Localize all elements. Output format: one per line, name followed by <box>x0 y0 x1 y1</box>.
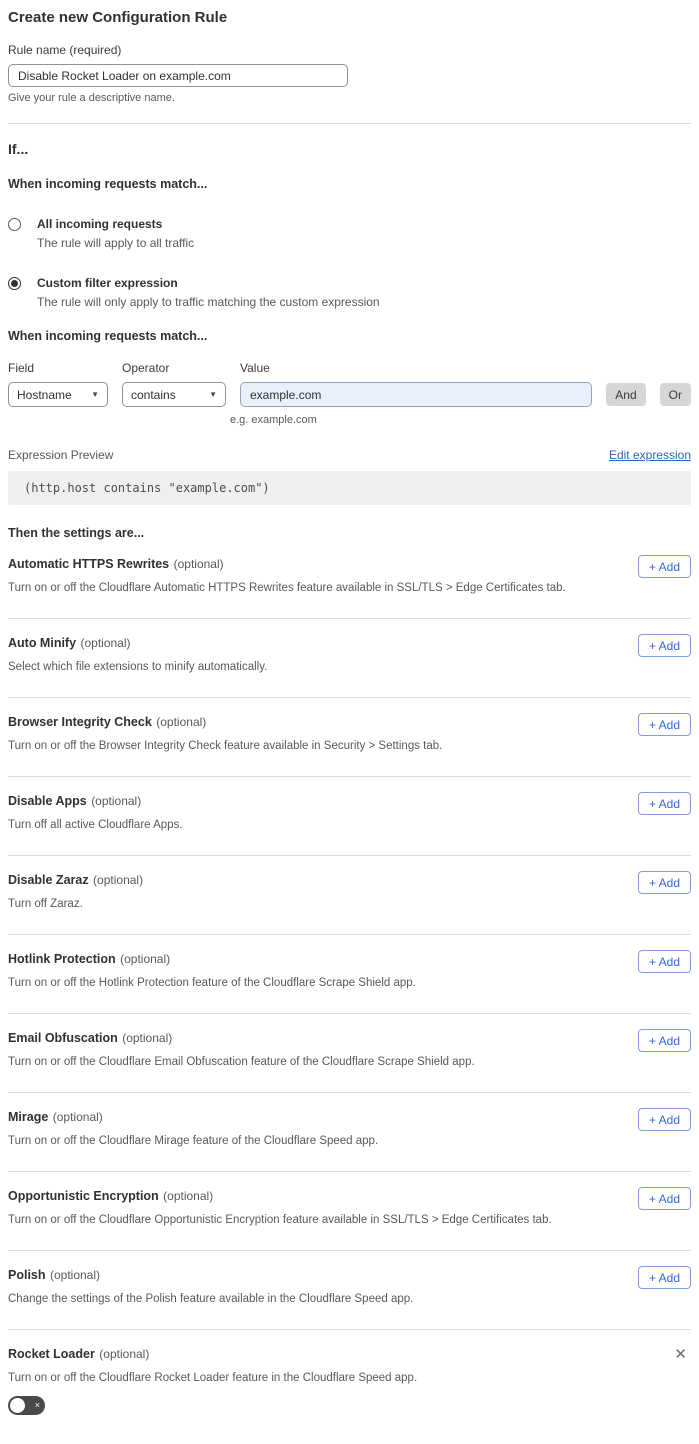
optional-label: (optional) <box>120 952 171 966</box>
rocket-loader-toggle[interactable] <box>8 1396 45 1415</box>
incoming-requests-match-heading: When incoming requests match... <box>8 177 208 191</box>
setting-row-hotlink-protection <box>8 935 691 1014</box>
rule-name-help: Give your rule a descriptive name. <box>8 92 175 104</box>
setting-description: Turn on or off the Cloudflare Automatic HTTPS Rewrites feature available in SSL/TLS > Edge Certificates tab. <box>8 582 566 594</box>
add-button[interactable]: + Add <box>638 713 691 736</box>
radio-checked-icon[interactable] <box>8 277 21 290</box>
setting-name: Rocket Loader <box>8 1347 95 1361</box>
setting-name: Auto Minify <box>8 636 77 650</box>
radio-custom-filter-label: Custom filter expression <box>37 276 178 290</box>
optional-label: (optional) <box>91 794 142 808</box>
setting-description: Turn on or off the Cloudflare Opportunistic Encryption feature available in SSL/TLS > Edge Certificates tab. <box>8 1214 552 1226</box>
add-button[interactable]: + Add <box>638 792 691 815</box>
setting-name: Disable Apps <box>8 794 87 808</box>
setting-name: Disable Zaraz <box>8 873 89 887</box>
setting-row-email-obfuscation <box>8 1014 691 1093</box>
setting-name: Email Obfuscation <box>8 1031 118 1045</box>
setting-name: Hotlink Protection <box>8 952 116 966</box>
setting-description: Turn on or off the Browser Integrity Check feature available in Security > Settings tab. <box>8 740 443 752</box>
setting-row-polish <box>8 1251 691 1330</box>
add-button[interactable]: + Add <box>638 1029 691 1052</box>
optional-label: (optional) <box>52 1110 103 1124</box>
filter-builder-heading: When incoming requests match... <box>8 329 208 343</box>
field-label: Field <box>8 361 35 375</box>
operator-select-value: contains <box>131 387 176 402</box>
add-button[interactable]: + Add <box>638 555 691 578</box>
operator-label: Operator <box>122 361 170 375</box>
setting-description: Change the settings of the Polish feature available in the Cloudflare Speed app. <box>8 1293 414 1305</box>
radio-unchecked-icon[interactable] <box>8 218 21 231</box>
setting-description: Turn on or off the Cloudflare Mirage feature of the Cloudflare Speed app. <box>8 1135 379 1147</box>
toggle-off-x-icon: × <box>34 1399 40 1410</box>
value-help-text: e.g. example.com <box>230 414 317 426</box>
add-button[interactable]: + Add <box>638 871 691 894</box>
optional-label: (optional) <box>99 1347 150 1361</box>
setting-description: Turn off all active Cloudflare Apps. <box>8 819 183 831</box>
page-title: Create new Configuration Rule <box>8 9 228 26</box>
optional-label: (optional) <box>173 557 224 571</box>
setting-description: Turn on or off the Hotlink Protection feature of the Cloudflare Scrape Shield app. <box>8 977 416 989</box>
chevron-down-icon: ▼ <box>91 390 99 399</box>
expression-code-block: (http.host contains "example.com") <box>8 471 691 505</box>
and-button[interactable]: And <box>606 383 645 406</box>
toggle-knob <box>10 1398 25 1413</box>
add-button[interactable]: + Add <box>638 1187 691 1210</box>
add-button[interactable]: + Add <box>638 1266 691 1289</box>
radio-all-incoming-requests[interactable] <box>8 217 691 250</box>
radio-all-incoming-desc: The rule will apply to all traffic <box>37 236 195 250</box>
setting-row-automatic-https-rewrites <box>8 540 691 619</box>
optional-label: (optional) <box>49 1268 100 1282</box>
add-button[interactable]: + Add <box>638 1108 691 1131</box>
optional-label: (optional) <box>163 1189 214 1203</box>
setting-row-auto-minify <box>8 619 691 698</box>
setting-row-disable-apps <box>8 777 691 856</box>
or-button[interactable]: Or <box>660 383 691 406</box>
setting-description: Turn off Zaraz. <box>8 898 83 910</box>
add-button[interactable]: + Add <box>638 950 691 973</box>
field-select-value: Hostname <box>17 387 72 402</box>
optional-label: (optional) <box>80 636 131 650</box>
optional-label: (optional) <box>122 1031 173 1045</box>
setting-row-browser-integrity-check <box>8 698 691 777</box>
setting-name: Mirage <box>8 1110 49 1124</box>
setting-row-rocket-loader <box>8 1330 691 1420</box>
edit-expression-link[interactable]: Edit expression <box>608 448 691 462</box>
value-label: Value <box>240 361 270 375</box>
operator-select[interactable] <box>122 382 226 407</box>
then-settings-heading: Then the settings are... <box>8 526 145 540</box>
setting-name: Polish <box>8 1268 46 1282</box>
field-select[interactable] <box>8 382 108 407</box>
setting-name: Opportunistic Encryption <box>8 1189 159 1203</box>
setting-description: Select which file extensions to minify automatically. <box>8 661 268 673</box>
expression-preview-label: Expression Preview <box>8 448 114 462</box>
value-input[interactable] <box>240 382 592 407</box>
setting-description: Turn on or off the Cloudflare Email Obfuscation feature of the Cloudflare Scrape Shield app. <box>8 1056 475 1068</box>
rule-name-label: Rule name (required) <box>8 43 122 57</box>
radio-custom-filter-expression[interactable] <box>8 276 691 309</box>
setting-row-disable-zaraz <box>8 856 691 935</box>
rule-name-input[interactable] <box>8 64 348 87</box>
close-icon[interactable]: ✕ <box>674 1346 687 1363</box>
add-button[interactable]: + Add <box>638 634 691 657</box>
expression-builder-row <box>8 361 691 407</box>
setting-name: Browser Integrity Check <box>8 715 152 729</box>
optional-label: (optional) <box>93 873 144 887</box>
setting-row-mirage <box>8 1093 691 1172</box>
setting-name: Automatic HTTPS Rewrites <box>8 557 170 571</box>
radio-all-incoming-label: All incoming requests <box>37 217 163 231</box>
setting-description: Turn on or off the Cloudflare Rocket Loader feature in the Cloudflare Speed app. <box>8 1372 418 1384</box>
optional-label: (optional) <box>156 715 207 729</box>
radio-custom-filter-desc: The rule will only apply to traffic matching the custom expression <box>37 295 380 309</box>
setting-row-opportunistic-encryption <box>8 1172 691 1251</box>
if-heading: If... <box>8 141 29 157</box>
section-divider <box>8 123 691 124</box>
chevron-down-icon: ▼ <box>209 390 217 399</box>
